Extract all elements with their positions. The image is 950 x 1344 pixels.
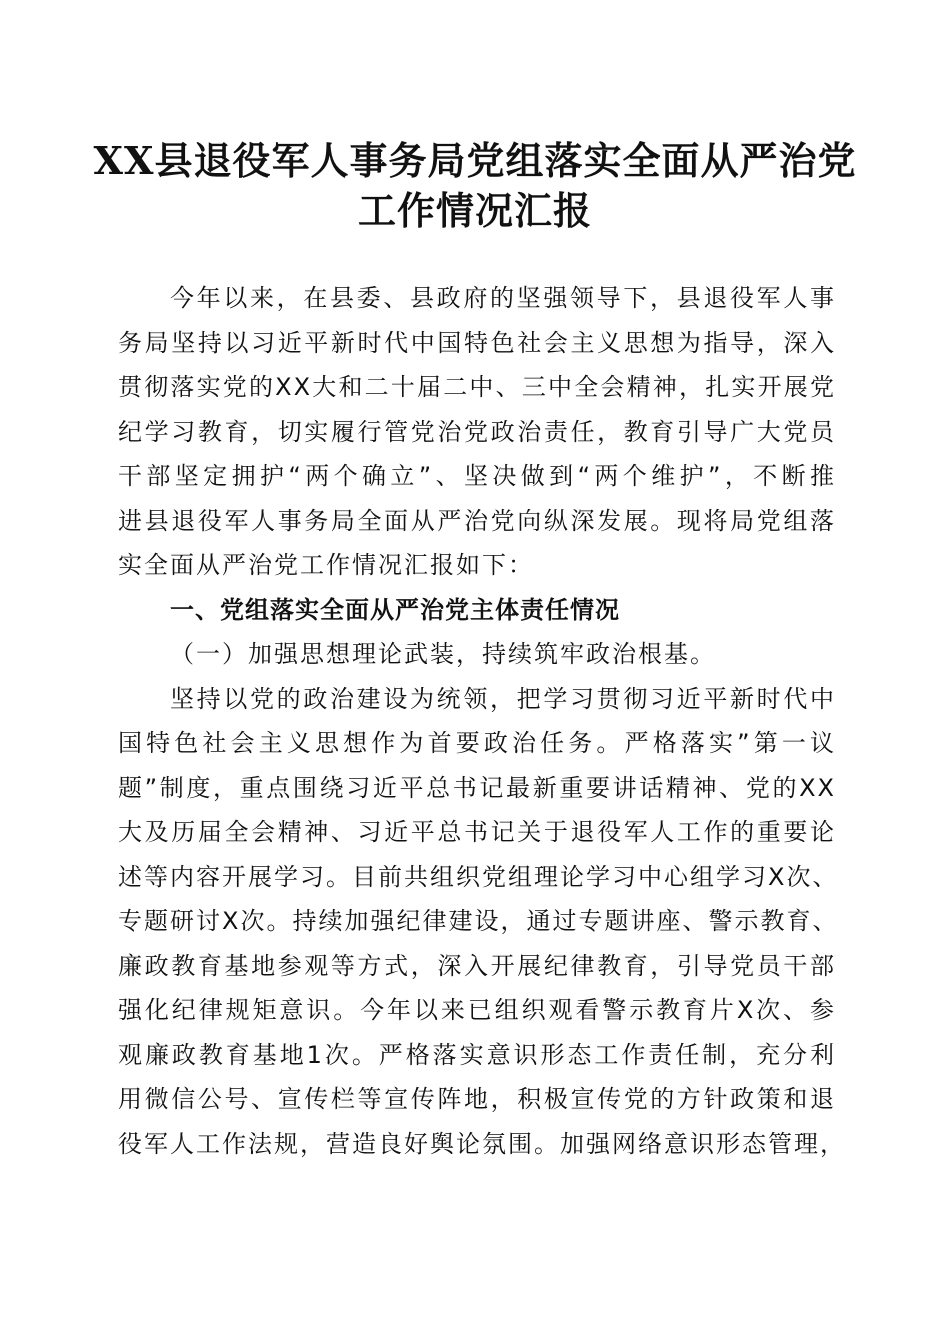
section-line: 述等内容开展学习。目前共组织党组理论学习中心组学习X次、 [118, 862, 839, 891]
title-line-2: 工作情况汇报 [357, 188, 592, 233]
intro-line: 进县退役军人事务局全面从严治党向纵深发展。现将局党组落 [118, 506, 836, 535]
section-line: 强化纪律规矩意识。今年以来已组织观看警示教育片X次、参 [118, 996, 836, 1024]
section-line: 大及历届全会精神、习近平总书记关于退役军人工作的重要论 [118, 818, 836, 846]
section-line: 专题研讨X次。持续加强纪律建设，通过专题讲座、警示教育、 [118, 907, 839, 935]
section-line: 观廉政教育基地1次。严格落实意识形态工作责任制，充分利 [118, 1040, 836, 1069]
section-line: 役军人工作法规，营造良好舆论氛围。加强网络意识形态管理， [118, 1129, 846, 1158]
section-line: 用微信公号、宣传栏等宣传阵地，积极宣传党的方针政策和退 [118, 1085, 836, 1113]
intro-line: 贯彻落实党的XX大和二十届二中、三中全会精神，扎实开展党 [118, 373, 836, 401]
section-line: 国特色社会主义思想作为首要政治任务。严格落实”第一议 [118, 729, 836, 757]
title-line-1: XX县退役军人事务局党组落实全面从严治党 [93, 138, 857, 183]
intro-line: 实全面从严治党工作情况汇报如下： [118, 551, 534, 579]
section-line: 廉政教育基地参观等方式，深入开展纪律教育，引导党员干部 [118, 951, 836, 980]
section-heading: 一、党组落实全面从严治党主体责任情况 [170, 595, 620, 624]
intro-line: 干部坚定拥护“两个确立”、坚决做到“两个维护”，不断推 [118, 462, 836, 490]
intro-line: 务局坚持以习近平新时代中国特色社会主义思想为指导，深入 [118, 328, 836, 357]
intro-line: 今年以来，在县委、县政府的坚强领导下，县退役军人事 [170, 284, 836, 312]
document-body [118, 276, 846, 1166]
document-title [60, 136, 890, 236]
section-line: 坚持以党的政治建设为统领，把学习贯彻习近平新时代中 [170, 684, 836, 713]
section-line: 题”制度，重点围绕习近平总书记最新重要讲话精神、党的XX [118, 773, 836, 802]
intro-line: 纪学习教育，切实履行管党治党政治责任，教育引导广大党员 [118, 417, 836, 446]
subsection-heading: （一）加强思想理论武装，持续筑牢政治根基。 [170, 640, 716, 668]
